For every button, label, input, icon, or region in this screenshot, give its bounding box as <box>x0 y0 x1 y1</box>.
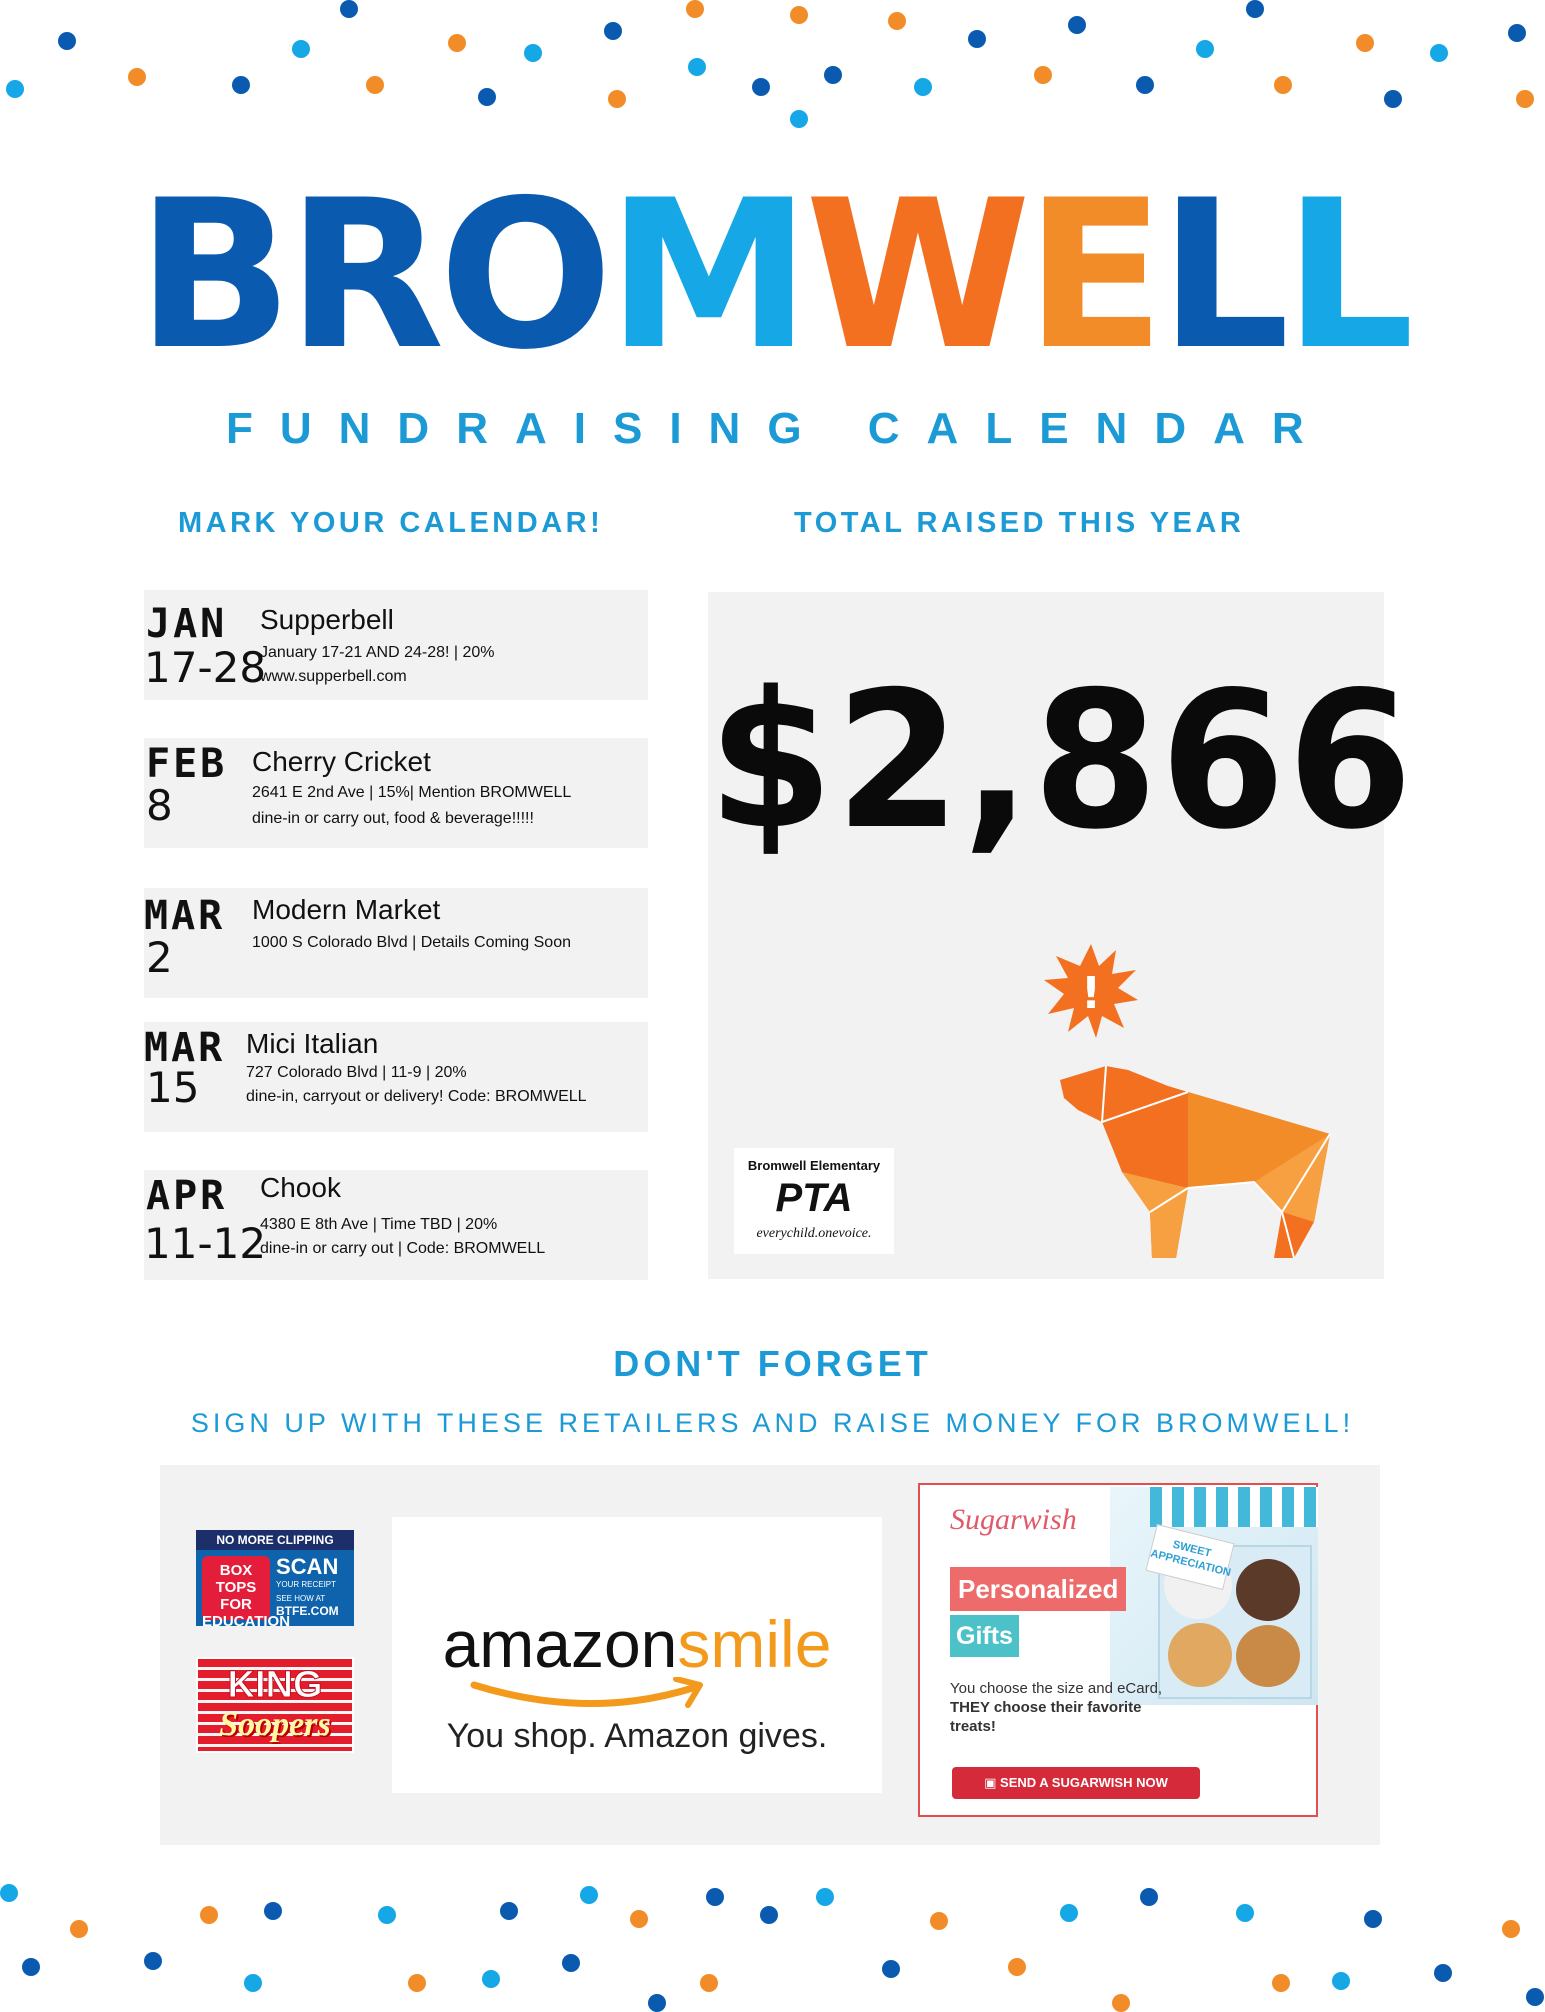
event-name: Mici Italian <box>246 1028 379 1059</box>
event-day: 11-12 <box>144 1219 267 1268</box>
sugarwish-desc-a: You choose the size and eCard, <box>950 1680 1163 1697</box>
boxtops-emblem: BOX TOPS FOR EDUCATION <box>202 1556 270 1620</box>
boxtops-sub: YOUR RECEIPT <box>276 1580 337 1589</box>
amazon-smile-logo[interactable] <box>392 1517 882 1793</box>
event-name: Supperbell <box>260 604 394 635</box>
sugarwish-desc-b: THEY choose their favorite treats! <box>950 1699 1142 1735</box>
event-card <box>144 1022 648 1132</box>
pta-school: Bromwell Elementary <box>747 1158 881 1173</box>
event-day: 17-28 <box>144 643 267 692</box>
boxtops-scan: SCAN <box>276 1554 339 1579</box>
event-month: MAR <box>144 1025 226 1071</box>
amazon-word: amazon <box>442 1607 678 1681</box>
event-month: JAN <box>146 601 228 647</box>
sugarwish-headline-2: Gifts <box>950 1615 1019 1657</box>
event-detail: 1000 S Colorado Blvd | Details Coming Soon <box>252 934 571 951</box>
boxtops-logo[interactable] <box>196 1530 354 1630</box>
event-name: Chook <box>260 1172 341 1203</box>
total-amount: $2,866 <box>708 651 1415 872</box>
bear-icon <box>1058 1062 1358 1262</box>
event-card <box>144 1170 648 1280</box>
king-soopers-line2: Soopers <box>219 1706 331 1743</box>
event-day: 15 <box>146 1063 200 1112</box>
event-detail: January 17-21 AND 24-28! | 20% <box>260 644 495 661</box>
event-day: 8 <box>146 781 173 830</box>
event-detail: 2641 E 2nd Ave | 15%| Mention BROMWELL <box>252 784 572 801</box>
logo-letter: E <box>1025 157 1160 395</box>
boxtops-banner: NO MORE CLIPPING <box>196 1530 354 1550</box>
king-soopers-line1: KING <box>227 1664 323 1706</box>
boxtops-see: SEE HOW AT <box>276 1594 326 1603</box>
event-month: FEB <box>146 741 228 787</box>
event-detail: dine-in, carryout or delivery! Code: BROMWELL <box>246 1088 587 1105</box>
burst-exclamation: ! <box>1080 968 1102 1019</box>
logo-letter: L <box>1159 157 1284 395</box>
calendar-heading: MARK YOUR CALENDAR! <box>178 507 604 539</box>
event-detail: 727 Colorado Blvd | 11-9 | 20% <box>246 1064 467 1081</box>
send-sugarwish-label: SEND A SUGARWISH NOW <box>1000 1775 1168 1790</box>
send-sugarwish-button[interactable] <box>952 1767 1200 1799</box>
event-card <box>144 888 648 998</box>
logo-letter: W <box>804 157 1026 395</box>
total-heading: TOTAL RAISED THIS YEAR <box>794 507 1245 539</box>
event-detail: dine-in or carry out, food & beverage!!!!! <box>252 810 534 827</box>
sugarwish-brand: Sugarwish <box>950 1503 1077 1536</box>
amazon-tagline: You shop. Amazon gives. <box>446 1717 828 1755</box>
event-month: MAR <box>144 893 226 939</box>
boxtops-site: BTFE.COM <box>276 1604 339 1618</box>
sugarwish-description <box>950 1679 1170 1736</box>
page-subtitle: FUNDRAISING CALENDAR <box>226 404 1331 453</box>
event-month: APR <box>146 1173 228 1219</box>
king-soopers-logo[interactable] <box>196 1657 354 1753</box>
logo-letter: R <box>286 157 439 395</box>
sugarwish-gift-box <box>1110 1487 1318 1705</box>
gift-icon: ▣ <box>984 1775 1001 1790</box>
event-name: Cherry Cricket <box>252 746 431 777</box>
amazon-smile-arrow-icon <box>470 1677 710 1717</box>
reminder-heading: DON'T FORGET <box>613 1343 932 1384</box>
retailers-panel <box>160 1465 1380 1845</box>
smile-word: smile <box>677 1607 832 1681</box>
event-card <box>144 738 648 848</box>
event-name: Modern Market <box>252 894 441 925</box>
confetti-bottom <box>0 1870 1545 2000</box>
pta-tagline: everychild.onevoice. <box>756 1226 872 1241</box>
burst-icon <box>1044 944 1138 1038</box>
logo-letter: L <box>1283 157 1409 395</box>
bromwell-logo <box>0 157 1545 395</box>
pta-wordmark: PTA <box>775 1176 853 1220</box>
sugarwish-box-label: SWEET APPRECIATION <box>1145 1524 1234 1590</box>
event-detail: 4380 E 8th Ave | Time TBD | 20% <box>260 1216 498 1233</box>
pta-logo <box>734 1148 894 1254</box>
event-card <box>144 590 648 700</box>
logo-letter: B <box>136 157 287 395</box>
event-detail: dine-in or carry out | Code: BROMWELL <box>260 1240 546 1257</box>
logo-letter: O <box>438 157 607 395</box>
confetti-top <box>0 0 1545 130</box>
logo-letter: M <box>606 157 805 395</box>
sugarwish-ad[interactable] <box>918 1483 1318 1817</box>
event-day: 2 <box>146 933 173 982</box>
total-raised-panel <box>708 592 1415 1279</box>
reminder-subheading: SIGN UP WITH THESE RETAILERS AND RAISE MONEY FOR BROMWELL! <box>190 1408 1355 1438</box>
event-detail: www.supperbell.com <box>260 668 407 685</box>
amazon-wordmark <box>392 1607 882 1681</box>
sugarwish-headline-1: Personalized <box>950 1567 1126 1611</box>
